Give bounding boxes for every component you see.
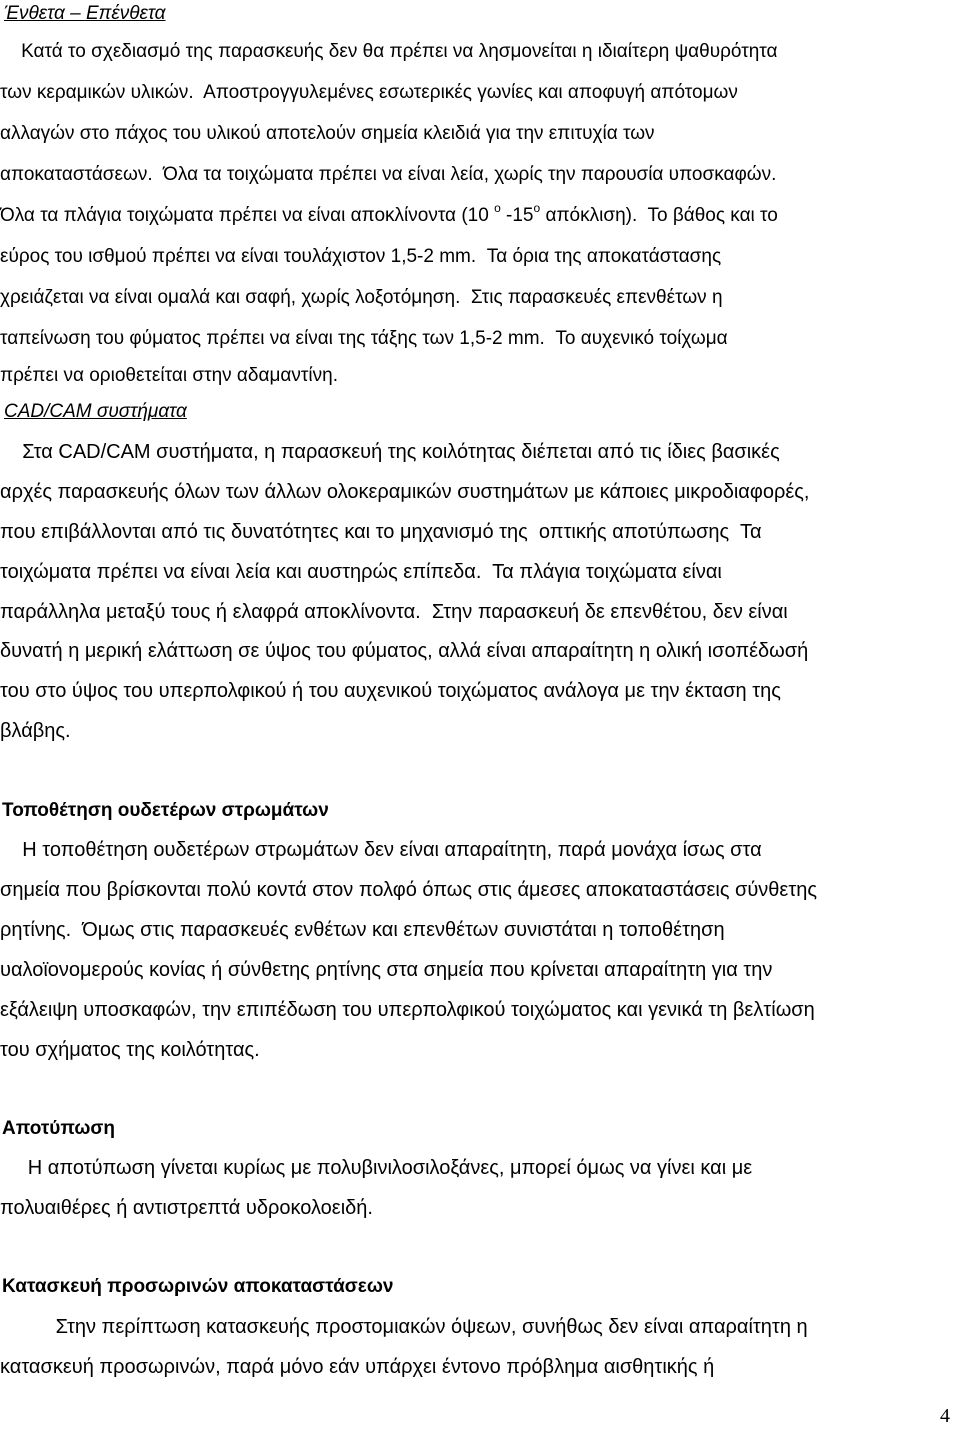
paragraph-line: Κατά το σχεδιασμό της παρασκευής δεν θα πρέπει να λησμονείται η ιδιαίτερη ψαθυρότητα: [0, 41, 778, 62]
section-title-neutral-layers: Τοποθέτηση ουδετέρων στρωμάτων: [2, 800, 329, 821]
paragraph-line: πολυαιθέρες ή αντιστρεπτά υδροκολοειδή.: [0, 1197, 373, 1219]
paragraph-line: βλάβης.: [0, 720, 71, 742]
paragraph-line: υαλοϊονομερούς κονίας ή σύνθετης ρητίνης στα σημεία που κρίνεται απαραίτητη για την: [0, 959, 773, 981]
section-title-temporary-restorations: Κατασκευή προσωρινών αποκαταστάσεων: [2, 1276, 394, 1297]
paragraph-line: αποκαταστάσεων. Όλα τα τοιχώματα πρέπει να είναι λεία, χωρίς την παρουσία υποσκαφών.: [0, 164, 777, 185]
paragraph-line: ρητίνης. Όμως στις παρασκευές ενθέτων και επενθέτων συνιστάται η τοποθέτηση: [0, 919, 725, 941]
paragraph-line: πρέπει να οριοθετείται στην αδαμαντίνη.: [0, 365, 338, 386]
section-title-impression: Αποτύπωση: [2, 1118, 116, 1139]
paragraph-line: τοιχώματα πρέπει να είναι λεία και αυστηρώς επίπεδα. Τα πλάγια τοιχώματα είναι: [0, 561, 722, 583]
paragraph-line: αλλαγών στο πάχος του υλικού αποτελούν σημεία κλειδιά για την επιτυχία των: [0, 123, 655, 144]
paragraph-line: χρειάζεται να είναι ομαλά και σαφή, χωρίς λοξοτόμηση. Στις παρασκευές επενθέτων η: [0, 287, 723, 308]
paragraph-line: του σχήματος της κοιλότητας.: [0, 1039, 260, 1061]
paragraph-line: αρχές παρασκευής όλων των άλλων ολοκεραμικών συστημάτων με κάποιες μικροδιαφορές,: [0, 481, 810, 503]
paragraph-line: του στο ύψος του υπερπολφικού ή του αυχενικού τοιχώματος ανάλογα με την έκταση της: [0, 680, 781, 702]
paragraph-line: εύρος του ισθμού πρέπει να είναι τουλάχιστον 1,5-2 mm. Τα όρια της αποκατάστασης: [0, 246, 722, 267]
paragraph-line: κατασκευή προσωρινών, παρά μόνο εάν υπάρχει έντονο πρόβλημα αισθητικής ή: [0, 1356, 715, 1378]
text-segment: Όλα τα πλάγια τοιχώματα πρέπει να είναι αποκλίνοντα (10: [0, 205, 495, 226]
paragraph-line: Στην περίπτωση κατασκευής προστομιακών όψεων, συνήθως δεν είναι απαραίτητη η: [0, 1316, 808, 1338]
paragraph-line: Στα CAD/CAM συστήματα, η παρασκευή της κοιλότητας διέπεται από τις ίδιες βασικές: [0, 441, 780, 463]
paragraph-line: παράλληλα μεταξύ τους ή ελαφρά αποκλίνοντα. Στην παρασκευή δε επενθέτου, δεν είναι: [0, 601, 788, 623]
section-title-cadcam: CAD/CAM συστήματα: [4, 401, 187, 422]
degree-mark: ο: [494, 200, 501, 215]
paragraph-line: Η τοποθέτηση ουδετέρων στρωμάτων δεν είναι απαραίτητη, παρά μονάχα ίσως στα: [0, 839, 762, 861]
text-segment: απόκλιση). Το βάθος και το: [540, 205, 778, 226]
paragraph-line-with-degrees: [0, 200, 778, 228]
degree-mark: ο: [533, 200, 541, 215]
paragraph-line: των κεραμικών υλικών. Αποστρογγυλεμένες εσωτερικές γωνίες και αποφυγή απότομων: [0, 82, 738, 103]
section-title-inlays-onlays: Ένθετα – Επένθετα: [4, 3, 166, 24]
paragraph-line: εξάλειψη υποσκαφών, την επιπέδωση του υπερπολφικού τοιχώματος και γενικά τη βελτίωση: [0, 999, 815, 1021]
paragraph-line: Η αποτύπωση γίνεται κυρίως με πολυβινιλοσιλοξάνες, μπορεί όμως να γίνει και με: [0, 1157, 753, 1179]
paragraph-line: ταπείνωση του φύματος πρέπει να είναι της τάξης των 1,5-2 mm. Το αυχενικό τοίχωμα: [0, 328, 728, 349]
paragraph-line: που επιβάλλονται από τις δυνατότητες και το μηχανισμό της οπτικής αποτύπωσης Τα: [0, 521, 762, 543]
paragraph-line: σημεία που βρίσκονται πολύ κοντά στον πολφό όπως στις άμεσες αποκαταστάσεις σύνθετης: [0, 879, 818, 901]
paragraph-line: δυνατή η μερική ελάττωση σε ύψος του φύματος, αλλά είναι απαραίτητη η ολική ισοπέδωσή: [0, 640, 809, 662]
page-number: 4: [940, 1405, 950, 1427]
text-segment: -15: [500, 205, 534, 226]
